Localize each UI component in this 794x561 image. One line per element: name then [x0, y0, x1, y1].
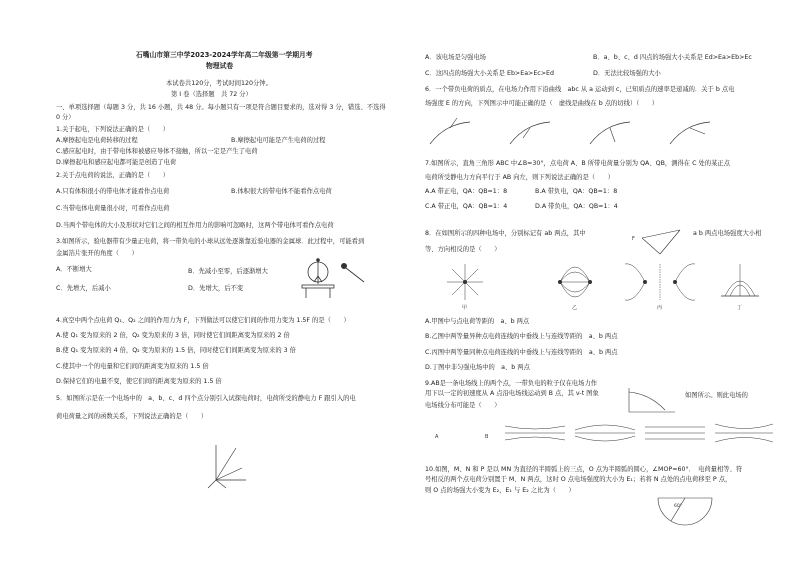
- exam-title: 石嘴山市第三中学2023-2024学年高二年级第一学期月考: [136, 51, 313, 59]
- velocity-time-graph: [625, 386, 680, 416]
- question-9-cont3: 电场线分布可能是（ ）: [425, 402, 501, 409]
- question-4-option-d: D.保持它们的电量不变，使它们间的距离变为原来的 1.5 倍: [56, 378, 222, 385]
- question-9-cont2: 如图所示。则此电场的: [685, 392, 748, 399]
- question-1: 1.关于起电，下列说法正确的是（ ）: [56, 126, 170, 133]
- question-9: 9.AB是一条电场线上的两个点，一带负电的粒子仅在电场力作: [425, 380, 598, 387]
- question-3-option-a: A．不断增大: [56, 266, 92, 273]
- question-6: 6．一个带负电荷的质点，在电场力作用下沿曲线 abc 从 a 运动到 c，已知质点的速率是递减的．关于 b 点电: [425, 86, 735, 93]
- question-9-options: [505, 420, 775, 446]
- question-2-option-d: D.当两个带电体的大小及形状对它们之间的相互作用力的影响可忽略时，这两个带电体可看作点电荷: [56, 222, 334, 229]
- question-3-option-d: D．先增大，后不变: [188, 285, 244, 292]
- question-6-cont: 场强度 E 的方向，下列图示中可能正确的是（ 虚线是曲线在 b 点的切线）（ ）: [425, 100, 659, 107]
- field-diagram-ding: [721, 264, 759, 296]
- field-diagram-jia: [447, 264, 483, 300]
- triangle-figure: [620, 228, 690, 256]
- label-f: F: [632, 236, 635, 242]
- question-7-cont: 电荷所受静电力方向平行于 AB 向左，则下列说法正确的是（ ）: [425, 174, 614, 181]
- label-bing: 丙: [657, 305, 663, 311]
- question-5: 5．如图所示是在一个电场中的 a、b、c、d 四个点分别引入试探电荷时，电荷所受的静电力 F 跟引入的电: [56, 395, 356, 402]
- question-4: 4.真空中两个点电荷 Q₁、Q₂ 之间的作用力为 F，下列做法可以使它们间的作用力变为 1.5F 的是（ ）: [56, 317, 350, 324]
- question-4-option-a: A.使 Q₁ 变为原来的 2 倍，Q₂ 变为原来的 3 倍，同时使它们间距离变为原来的 2 倍: [56, 332, 290, 339]
- angle-label: 60°: [674, 504, 682, 509]
- question-1-option-a: A.摩擦起电是电荷转移的过程: [56, 137, 138, 144]
- label-jia: 甲: [462, 305, 468, 311]
- exam-subtitle: 物理试卷: [206, 62, 234, 70]
- field-diagram-yi: [558, 267, 592, 297]
- semicircle-figure: [650, 494, 720, 534]
- question-5-option-b: B．a、b、c、d 四点的场强大小关系是 Ed>Ea>Eb>Ec: [593, 54, 752, 61]
- question-2: 2.关于点电荷的说法，正确的是（ ）: [56, 172, 170, 179]
- section-heading: 第 I 卷（选择题 共 72 分）: [171, 91, 252, 98]
- question-1-option-d: D.摩擦起电和感应起电都可能是创造了电荷: [56, 159, 177, 166]
- question-3: 3.如图所示，验电器带有少量正电荷，将一带负电的小球从远处逐渐靠近验电器的金属球．此过程中，可能看到: [56, 238, 365, 245]
- electroscope-figure: [296, 258, 376, 308]
- question-8-option-b: B.乙图中两等量异种点电荷连线的中垂线上与连线等距的 a、b 两点: [425, 333, 618, 340]
- question-7-option-c: C.A 带正电，QA：QB=1：4: [425, 203, 508, 210]
- question-8-field-diagrams: [425, 258, 770, 310]
- question-7: 7.如图所示，直角三角形 ABC 中∠B=30°，点电荷 A、B 所带电荷量分别为 QA、QB，测得在 C 处的某正点: [425, 160, 730, 167]
- question-3-cont: 金属箔片张开的角度（ ）: [56, 250, 138, 257]
- question-10-cont2: 则 O 点的场强大小变为 E₂，E₁ 与 E₂ 之比为（ ）: [425, 487, 575, 494]
- question-8-cont: a b 两点电场强度大小相: [693, 230, 762, 237]
- question-8-option-d: D.丁图中非匀强电场中的 a、b 两点: [425, 364, 530, 371]
- question-7-option-d: D.A 带负电，QA：QB=1：4: [535, 203, 618, 210]
- question-3-option-b: B．先减小至零，后逐渐增大: [188, 268, 268, 275]
- section-instructions: 一、单项选择题（每题 3 分，共 16 小题，共 48 分。每小题只有一项是符合题目要求的，选对得 3 分，错选、不选得: [56, 104, 386, 111]
- question-10-cont: 号相反的两个点电荷分别置于 M、N 两点，这时 O 点电场强度的大小为 E₁；若将 N 点处的点电荷移至 P 点，: [425, 476, 732, 483]
- question-8-option-a: A.甲图中与点电荷等距的 a、b 两点: [425, 318, 530, 325]
- label-ding: 丁: [737, 305, 743, 311]
- section-instructions-cont: 0 分）: [56, 114, 75, 121]
- question-8-cont2: 等、方向相反的是（ ）: [425, 246, 501, 253]
- question-8: 8．在如图所示的四种电场中，分别标记有 ab 两点，其中: [425, 230, 586, 237]
- question-5-option-a: A．该电场是匀强电场: [425, 54, 486, 61]
- question-8-option-c: C.丙图中两等量同种点电荷连线的中垂线上与连线等距的 a、b 两点: [425, 349, 618, 356]
- label-a: A: [435, 434, 439, 440]
- question-1-option-c: C.感应起电时，由于带电体和被感应导体不接触，所以一定是产生了电荷: [56, 148, 258, 155]
- question-2-option-c: C.当带电体电荷量很小时，可看作点电荷: [56, 205, 170, 212]
- question-5-option-d: D．无法比较场强的大小: [593, 70, 661, 77]
- label-yi: 乙: [572, 305, 578, 311]
- question-7-option-a: A.A 带正电，QA：QB=1：8: [425, 188, 508, 195]
- question-9-option-labels: [425, 428, 505, 448]
- question-2-option-b: B.体积很大的带电体不能看作点电荷: [231, 188, 332, 195]
- question-2-option-a: A.只有体积很小的带电体才能看作点电荷: [56, 188, 170, 195]
- exam-info: 本试卷共120分，考试时间120分钟。: [166, 80, 272, 87]
- question-5-option-c: C．这四点的场强大小关系是 Eb>Ea>Ec>Ed: [425, 70, 555, 77]
- question-4-option-b: B.使 Q₁ 变为原来的 4 倍，Q₂ 变为原来的 1.5 倍，同时使它们间距离变为原来的 3 倍: [56, 347, 296, 354]
- question-7-option-b: B.A 带负电，QA：QB=1：8: [535, 188, 618, 195]
- question-4-option-c: C.使其中一个的电量和它们间的距离变为原来的 1.5 倍: [56, 363, 209, 370]
- question-1-option-b: B.摩擦起电可能是产生电荷的过程: [231, 137, 326, 144]
- question-9-cont: 用下以一定的初速度从 A 点沿电场线运动到 B 点，其 v-t 图象: [425, 390, 599, 397]
- question-6-figures: [425, 114, 765, 148]
- force-charge-graph: [206, 440, 256, 490]
- question-10: 10.如图，M、N 和 P 是以 MN 为直径的半圆弧上的三点，O 点为半圆弧的圆心，∠MOP=60°． 电荷量相等、符: [425, 466, 743, 473]
- field-diagram-bing: [625, 264, 695, 300]
- label-b: B: [485, 434, 489, 440]
- question-3-option-c: C．先增大，后减小: [56, 285, 111, 292]
- question-5-cont: 荷电荷量之间的函数关系，下列说法正确的是（ ）: [56, 413, 208, 420]
